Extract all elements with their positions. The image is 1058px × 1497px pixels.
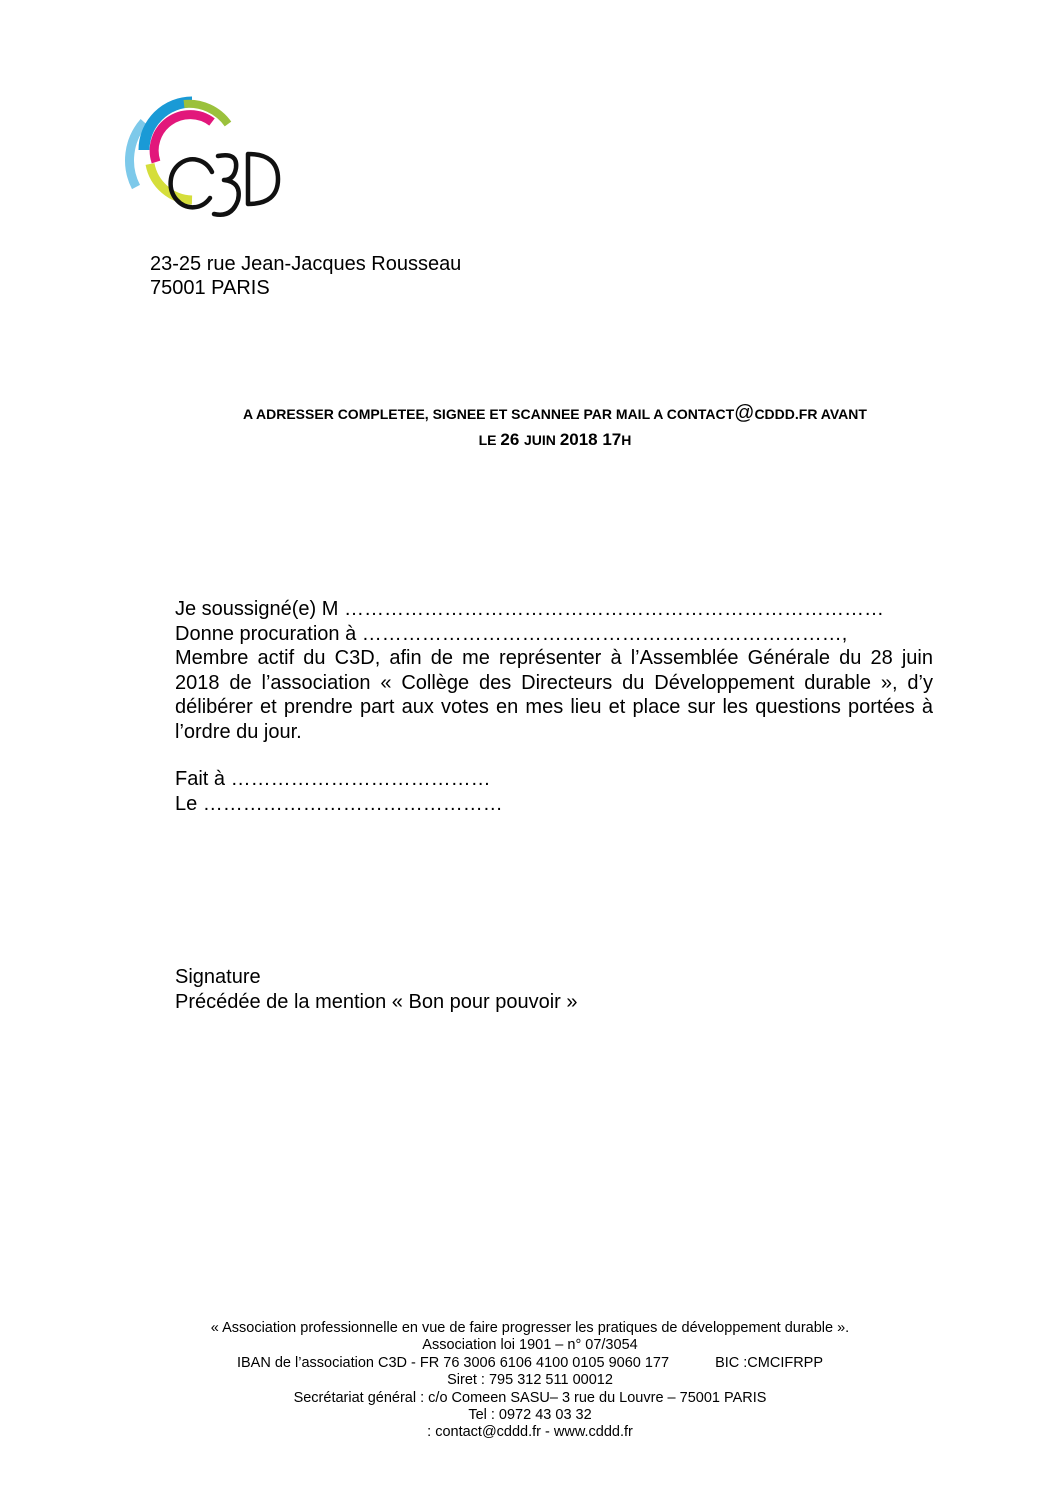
address-street: 23-25 rue Jean-Jacques Rousseau <box>150 253 462 275</box>
notice-month: JUIN <box>524 432 560 448</box>
signature-mention: Précédée de la mention « Bon pour pouvoir » <box>175 991 578 1013</box>
footer <box>100 1320 960 1442</box>
notice-day: 26 <box>500 430 525 449</box>
submission-notice <box>150 400 960 453</box>
footer-tagline: « Association professionnelle en vue de faire progresser les pratiques de développement durable ». <box>210 1320 850 1336</box>
place-date-block <box>175 767 503 817</box>
place-line: Fait à ………………………………… <box>175 768 491 790</box>
footer-bic: BIC :CMCIFRPP <box>715 1354 824 1371</box>
sender-address <box>150 252 461 300</box>
date-line: Le ……………………………………… <box>175 793 503 815</box>
footer-bank <box>100 1355 960 1372</box>
logo-letter-d <box>248 154 278 204</box>
signature-label: Signature <box>175 966 261 988</box>
notice-text-part2: CDDD.FR AVANT <box>754 406 867 422</box>
notice-line-2 <box>150 427 960 453</box>
footer-iban: IBAN de l’association C3D - FR 76 3006 6106 4100 0105 9060 177 <box>236 1354 670 1371</box>
undersigned-line: Je soussigné(e) M ……………………………………………………………………… <box>175 598 884 620</box>
notice-text-part1: A ADRESSER COMPLETEE, SIGNEE ET SCANNEE PAR MAIL A CONTACT <box>243 406 735 422</box>
footer-secretariat: Secrétariat général : c/o Comeen SASU– 3 rue du Louvre – 75001 PARIS <box>293 1389 767 1406</box>
logo-arc-magenta <box>154 115 212 162</box>
c3d-logo <box>122 92 287 227</box>
notice-le: LE <box>478 432 501 448</box>
notice-at-sign: @ <box>734 402 755 424</box>
footer-siret: Siret : 795 312 511 00012 <box>447 1372 613 1389</box>
proxy-body <box>175 597 933 745</box>
proxy-to-line: Donne procuration à ………………………………………………………………, <box>175 622 848 645</box>
address-city: 75001 PARIS <box>150 277 270 299</box>
footer-contact: : contact@cddd.fr - www.cddd.fr <box>427 1424 633 1441</box>
signature-block <box>175 965 578 1015</box>
logo-letter-3 <box>214 155 239 215</box>
footer-association: Association loi 1901 – n° 07/3054 <box>422 1337 638 1354</box>
footer-tel: Tel : 0972 43 03 32 <box>468 1407 592 1424</box>
proxy-paragraph: Membre actif du C3D, afin de me représenter à l’Assemblée Générale du 28 juin 2018 de l’association « Collège des Directeurs du Développement durable », d’y délibérer et prendre part aux votes en mes lieu et place sur les questions portées à l’ordre du jour. <box>175 647 933 743</box>
notice-h: H <box>621 432 632 448</box>
notice-year-hour: 2018 17 <box>559 430 622 449</box>
notice-line-1 <box>150 400 960 427</box>
